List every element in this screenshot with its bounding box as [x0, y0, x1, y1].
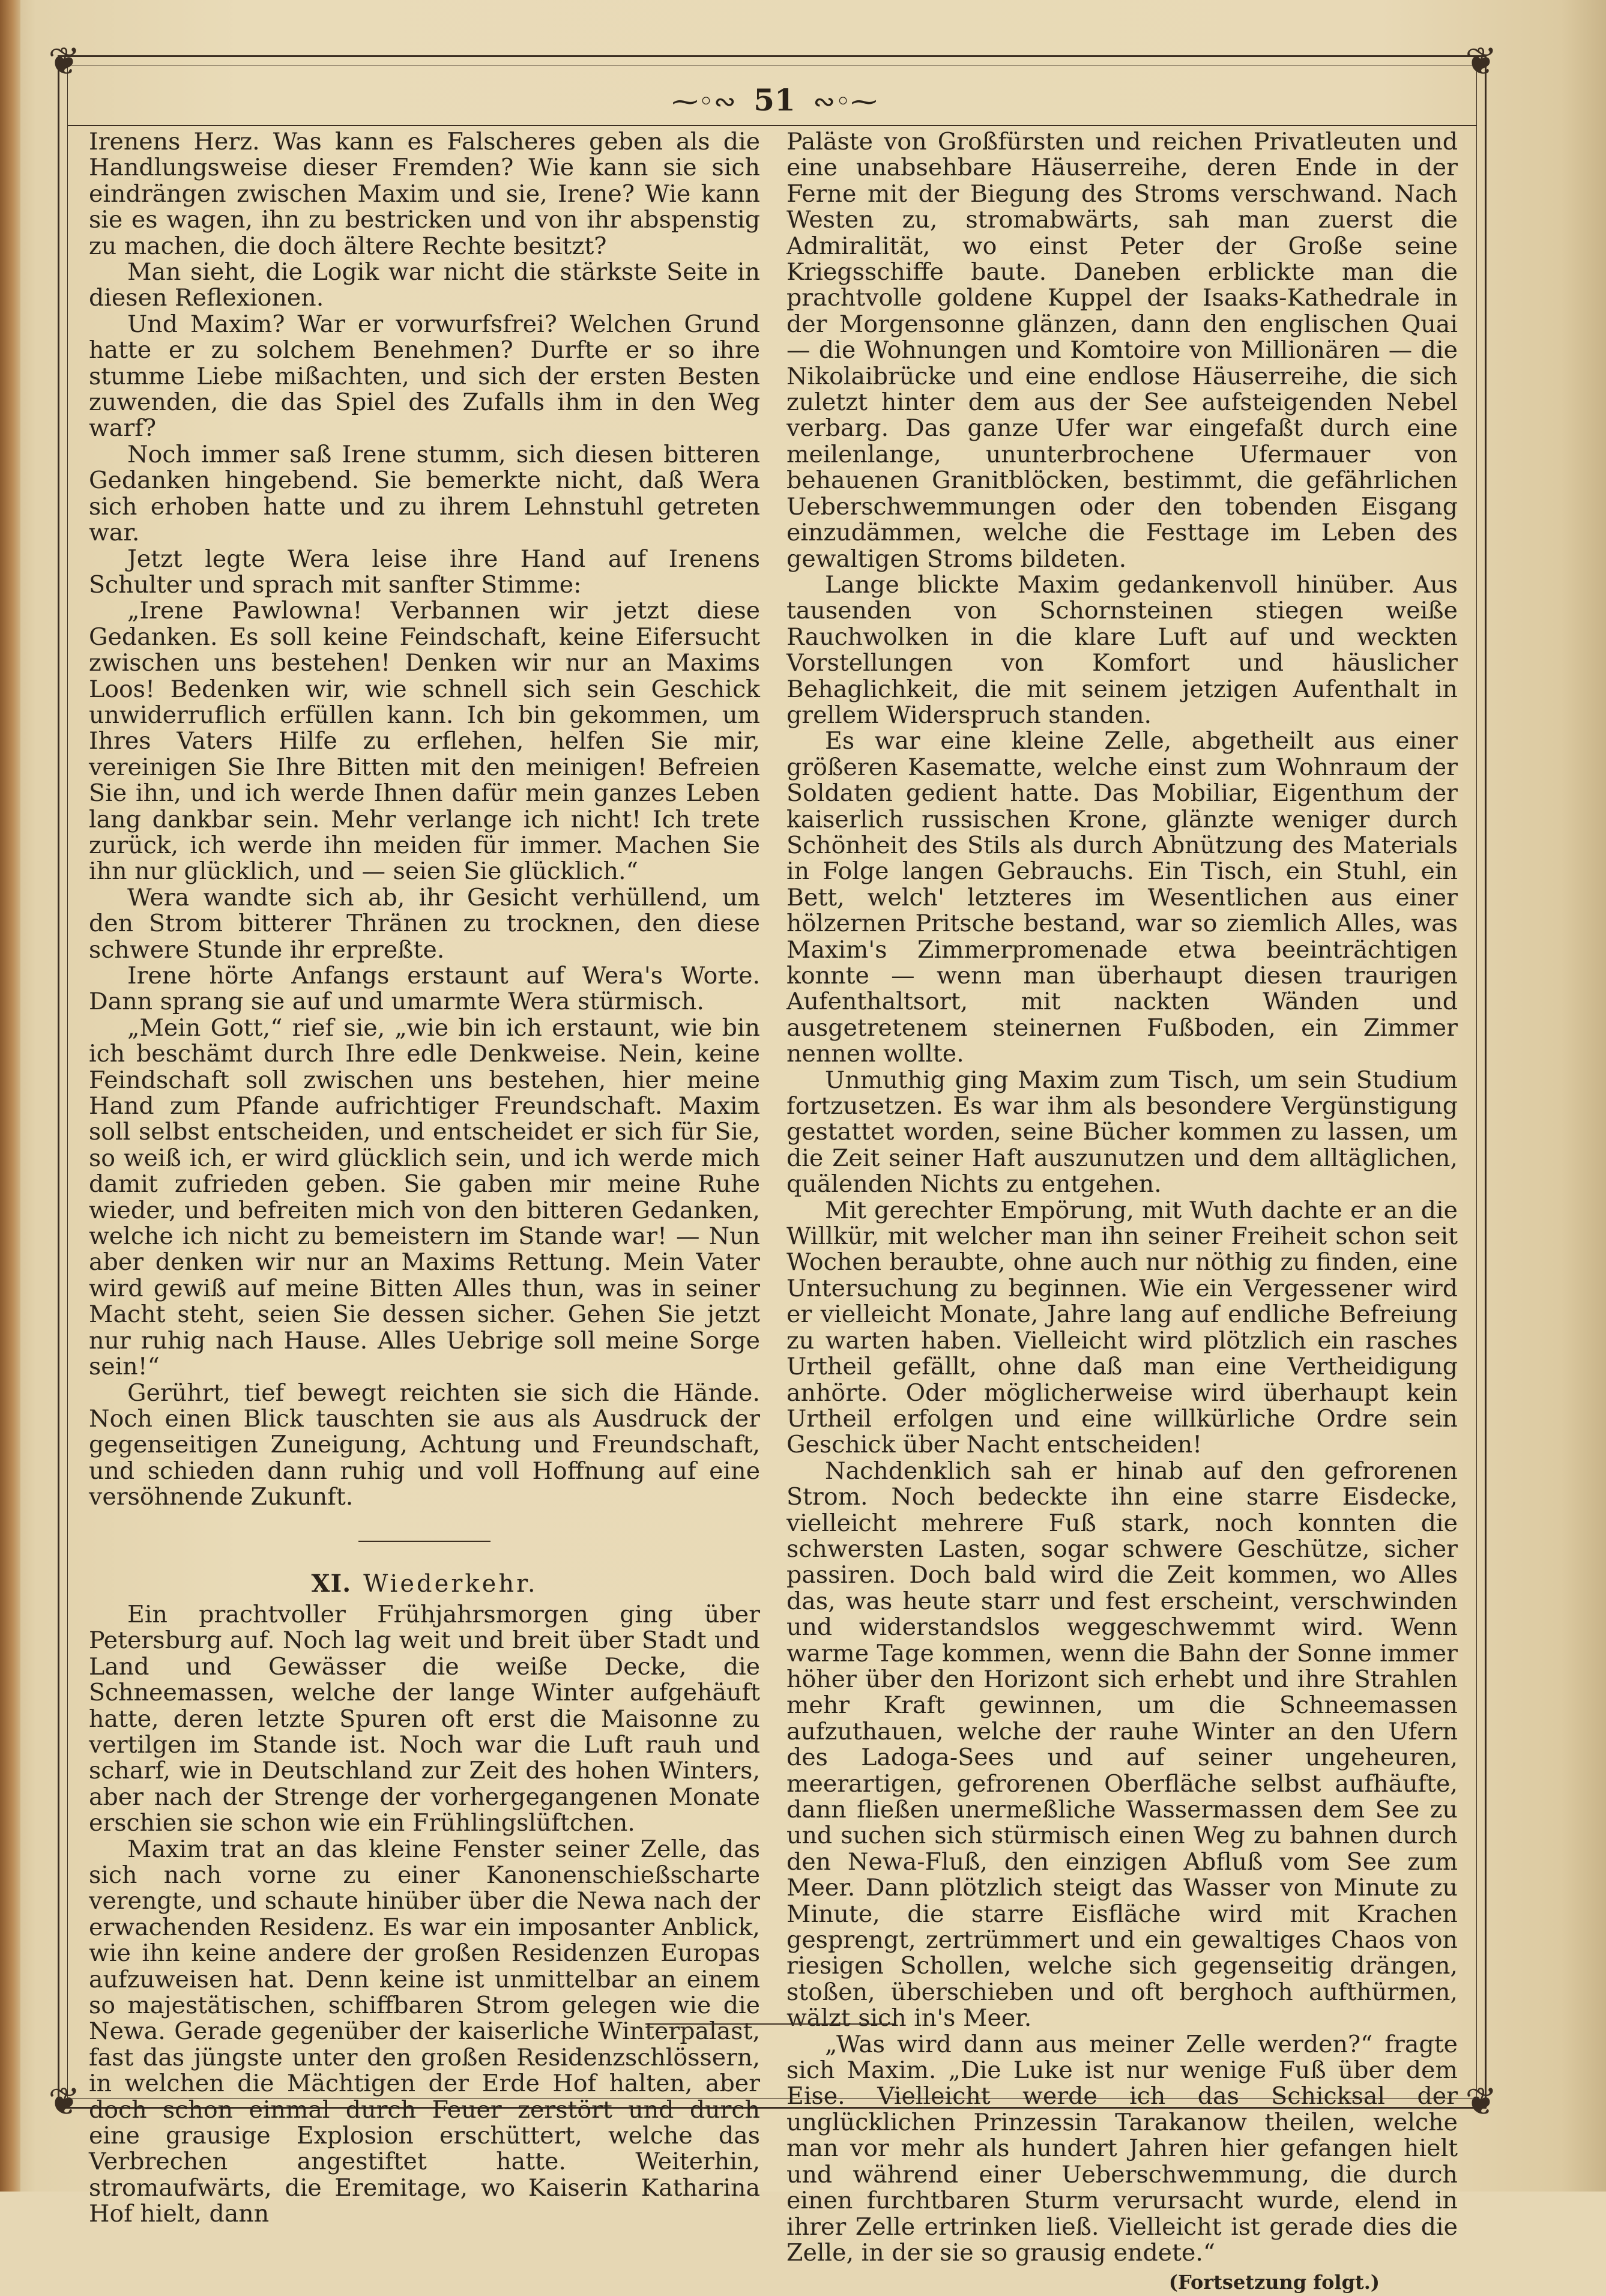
- paragraph: Ein prachtvoller Frühjahrsmorgen ging über Petersburg auf. Noch lag weit und breit über Stadt und Land und Gewässer die weiße Decke, die Schneemassen, welche der lange Winter aufgehäuft hatte, deren letzte Spuren oft erst die Maisonne zu vertilgen im Stande ist. Noch war die Luft rauh und scharf, wie in Deutschland zur Zeit des hohen Winters, aber nach der Strenge der vorhergegangenen Monate erschien sie schon wie ein Frühlingslüftchen.: [89, 1600, 760, 1837]
- continued-note: (Fortsetzung folgt.): [1168, 2271, 1380, 2294]
- paragraph: Maxim trat an das kleine Fenster seiner Zelle, das sich nach vorne zu einer Kanonenschießscharte verengte, und schaute hinüber über die Newa nach der erwachenden Residenz. Es war ein imposanter Anblick, wie ihn keine andere der großen Residenzen Europas aufzuweisen hat. Denn keine ist unmittelbar an einem so majestätischen, schiffbaren Strom gelegen wie die Newa. Gerade gegenüber der kaiserliche Winterpalast, fast das jüngste unter den großen Residenzschlössern, in welchen die Mächtigen der Erde Hof halten, aber doch schon einmal durch Feuer zerstört und durch eine grausige Explosion erschüttert, welche das Verbrechen angestiftet hatte. Weiterhin, stromaufwärts, die Eremitage, wo Kaiserin Katharina Hof hielt, dann: [89, 1835, 760, 2228]
- paragraph: Jetzt legte Wera leise ihre Hand auf Irenens Schulter und sprach mit sanfter Stimme:: [89, 545, 760, 599]
- left-column: [89, 129, 760, 2228]
- paragraph: Paläste von Großfürsten und reichen Privatleuten und eine unabsehbare Häuserreihe, deren Ende in der Ferne mit der Biegung des Stroms verschwand. Nach Westen zu, stromabwärts, sah man zuerst die Admiralität, wo einst Peter der Große seine Kriegsschiffe baute. Daneben erblickte man die prachtvolle goldene Kuppel der Isaaks-Kathedrale in der Morgensonne glänzen, dann den englischen Quai — die Wohnungen und Komtoire von Millionären — die Nikolaibrücke und eine endlose Häuserreihe, die sich zuletzt hinter dem aus der See aufsteigenden Nebel verbarg. Das ganze Ufer war eingefaßt durch eine meilenlange, ununterbrochene Ufermauer von behauenen Granitblöcken, bestimmt, die gefährlichen Ueberschwemmungen oder den tobenden Eisgang einzudämmen, welche die Festtage im Leben des gewaltigen Stroms bildeten.: [786, 128, 1458, 573]
- section-divider: [358, 1541, 491, 1542]
- paragraph: Unmuthig ging Maxim zum Tisch, um sein Studium fortzusetzen. Es war ihm als besondere Vergünstigung gestattet worden, seine Bücher kommen zu lassen, um die Zeit seiner Haft auszunutzen und dem alltäglichen, quälenden Nichts zu entgehen.: [786, 1066, 1458, 1198]
- paragraph: Und Maxim? War er vorwurfsfrei? Welchen Grund hatte er zu solchem Benehmen? Durfte er so ihre stumme Liebe mißachten, und sich der ersten Besten zuwenden, die das Spiel des Zufalls ihm in den Weg warf?: [89, 310, 760, 443]
- paragraph: Noch immer saß Irene stumm, sich diesen bitteren Gedanken hingebend. Sie bemerkte nicht, daß Wera sich erhoben hatte und zu ihrem Lehnstuhl getreten war.: [89, 440, 760, 547]
- right-column: [786, 129, 1458, 2296]
- corner-ornament-bottom-left: ❦: [48, 2080, 80, 2124]
- corner-ornament-top-right: ❦: [1465, 40, 1497, 84]
- paragraph: Es war eine kleine Zelle, abgetheilt aus einer größeren Kasematte, welche einst zum Wohnraum der Soldaten gedient hatte. Das Mobiliar, Eigenthum der kaiserlich russischen Krone, glänzte weniger durch Schönheit des Stils als durch Abnützung des Materials in Folge langen Gebrauchs. Ein Tisch, ein Stuhl, ein Bett, welch' letzteres im Wesentlichen aus einer hölzernen Pritsche bestand, war so ziemlich Alles, was Maxim's Zimmerpromenade etwa beeinträchtigen konnte — wenn man überhaupt diesen traurigen Aufenthaltsort, mit nackten Wänden und ausgetretenem steinernen Fußboden, ein Zimmer nennen wollte.: [786, 727, 1458, 1068]
- chapter-heading: [89, 1571, 760, 1597]
- paragraph: Irene hörte Anfangs erstaunt auf Wera's Worte. Dann sprang sie auf und umarmte Wera stürmisch.: [89, 962, 760, 1016]
- paragraph: Lange blickte Maxim gedankenvoll hinüber. Aus tausenden von Schornsteinen stiegen weiße Rauchwolken in die klare Luft auf und weckten Vorstellungen von Komfort und häuslicher Behaglichkeit, die mit seinem jetzigen Aufenthalt in grellem Widerspruch standen.: [786, 570, 1458, 729]
- paragraph: „Irene Pawlowna! Verbannen wir jetzt diese Gedanken. Es soll keine Feindschaft, keine Eifersucht zwischen uns bestehen! Denken wir nur an Maxims Loos! Bedenken wir, wie schnell sich sein Geschick unwiderruflich erfüllen kann. Ich bin gekommen, um Ihres Vaters Hilfe zu erflehen, helfen Sie mir, vereinigen Sie Ihre Bitten mit den meinigen! Befreien Sie ihn, und ich werde Ihnen dafür mein ganzes Leben lang dankbar sein. Mehr verlange ich nicht! Ich trete zurück, ich werde ihn meiden für immer. Machen Sie ihn nur glücklich, und — seien Sie glücklich.“: [89, 597, 760, 886]
- corner-ornament-top-left: ❦: [48, 40, 80, 84]
- paragraph: Nachdenklich sah er hinab auf den gefrorenen Strom. Noch bedeckte ihn eine starre Eisdecke, vielleicht mehrere Fuß stark, noch konnten die schwersten Lasten, sogar schwere Geschütze, sicher passiren. Doch bald wird die Zeit kommen, wo Alles das, was heute starr und fest erscheint, verschwinden und widerstandslos weggeschwemmt wird. Wenn warme Tage kommen, wenn die Bahn der Sonne immer höher über den Horizont sich erhebt und ihre Strahlen mehr Kraft gewinnen, um die Schneemassen aufzuthauen, welche der rauhe Winter an den Ufern des Ladoga-Sees und auf seiner ungeheuren, meerartigen, gefrorenen Oberfläche selbst aufhäufte, dann fließen unermeßliche Wassermassen dem See zu und suchen sich stürmisch einen Weg zu bahnen durch den Newa-Fluß, den einzigen Abfluß vom See zum Meer. Dann plötzlich steigt das Wasser von Minute zu Minute, die starre Eisfläche wird mit Krachen gesprengt, zertrümmert und ein gewaltiges Chaos von riesigen Schollen, welche sich gegenseitig drängen, stoßen, überschieben und oft berghoch aufthürmen, wälzt sich in's Meer.: [786, 1457, 1458, 2032]
- corner-ornament-bottom-right: ❦: [1465, 2080, 1497, 2124]
- page-number: 51: [753, 82, 795, 118]
- paragraph: Gerührt, tief bewegt reichten sie sich die Hände. Noch einen Blick tauschten sie aus als Ausdruck der gegenseitigen Zuneigung, Achtung und Freundschaft, und schieden dann ruhig und voll Hoffnung auf eine versöhnende Zukunft.: [89, 1379, 760, 1511]
- paragraph: „Mein Gott,“ rief sie, „wie bin ich erstaunt, wie bin ich beschämt durch Ihre edle Denkweise. Nein, keine Feindschaft soll zwischen uns bestehen, hier meine Hand zum Pfande aufrichtiger Freundschaft. Maxim soll selbst entscheiden, und entscheidet er sich für Sie, so weiß ich, er wird glücklich sein, und ich werde mich damit zufrieden geben. Sie gaben mir meine Ruhe wieder, und befreiten mich von den bitteren Gedanken, welche ich nicht zu bemeistern im Stande war! — Nun aber denken wir nur an Maxims Rettung. Mein Vater wird gewiß auf meine Bitten Alles thun, was in seiner Macht steht, seien Sie dessen sicher. Gehen Sie jetzt nur ruhig nach Hause. Alles Uebrige soll meine Sorge sein!“: [89, 1014, 760, 1381]
- header-ornament-right: ∾◦⁓: [813, 86, 878, 117]
- paragraph: „Was wird dann aus meiner Zelle werden?“ fragte sich Maxim. „Die Luke ist nur wenige Fuß über dem Eise. Vielleicht werde ich das Schicksal der unglücklichen Prinzessin Tarakanow theilen, welche man vor mehr als hundert Jahren hier gefangen hielt und während einer Ueberschwemmung, die durch einen furchtbaren Sturm verursacht wurde, elend in ihrer Zelle ertrinken ließ. Vielleicht ist gerade dies die Zelle, in der sie so grausig endete.“: [786, 2030, 1458, 2267]
- bottom-rule: [645, 2023, 895, 2025]
- page-header: [660, 79, 889, 121]
- header-rule: [67, 125, 1477, 126]
- book-binding-edge: [0, 0, 20, 2192]
- paragraph: Irenens Herz. Was kann es Falscheres geben als die Handlungsweise dieser Fremden? Wie kann sie sich eindrängen zwischen Maxim und sie, Irene? Wie kann sie es wagen, ihn zu bestricken und von ihr abspenstig zu machen, die doch ältere Rechte besitzt?: [89, 128, 760, 260]
- paragraph: Mit gerechter Empörung, mit Wuth dachte er an die Willkür, mit welcher man ihn seiner Freiheit schon seit Wochen beraubte, ohne auch nur nöthig zu finden, eine Untersuchung zu beginnen. Wie ein Vergessener wird er vielleicht Monate, Jahre lang auf endliche Befreiung zu warten haben. Vielleicht wird plötzlich ein rasches Urtheil gefällt, ohne daß man eine Vertheidigung anhörte. Oder möglicherweise wird überhaupt kein Urtheil erfolgen und eine willkürliche Ordre sein Geschick über Nacht entscheiden!: [786, 1196, 1458, 1459]
- chapter-number: XI.: [311, 1569, 352, 1598]
- chapter-title: Wiederkehr.: [363, 1569, 538, 1598]
- paragraph: Wera wandte sich ab, ihr Gesicht verhüllend, um den Strom bitterer Thränen zu trocknen, den diese schwere Stunde ihr erpreßte.: [89, 883, 760, 964]
- paragraph: Man sieht, die Logik war nicht die stärkste Seite in diesen Reflexionen.: [89, 258, 760, 312]
- header-ornament-left: ⁓◦∾: [671, 86, 736, 117]
